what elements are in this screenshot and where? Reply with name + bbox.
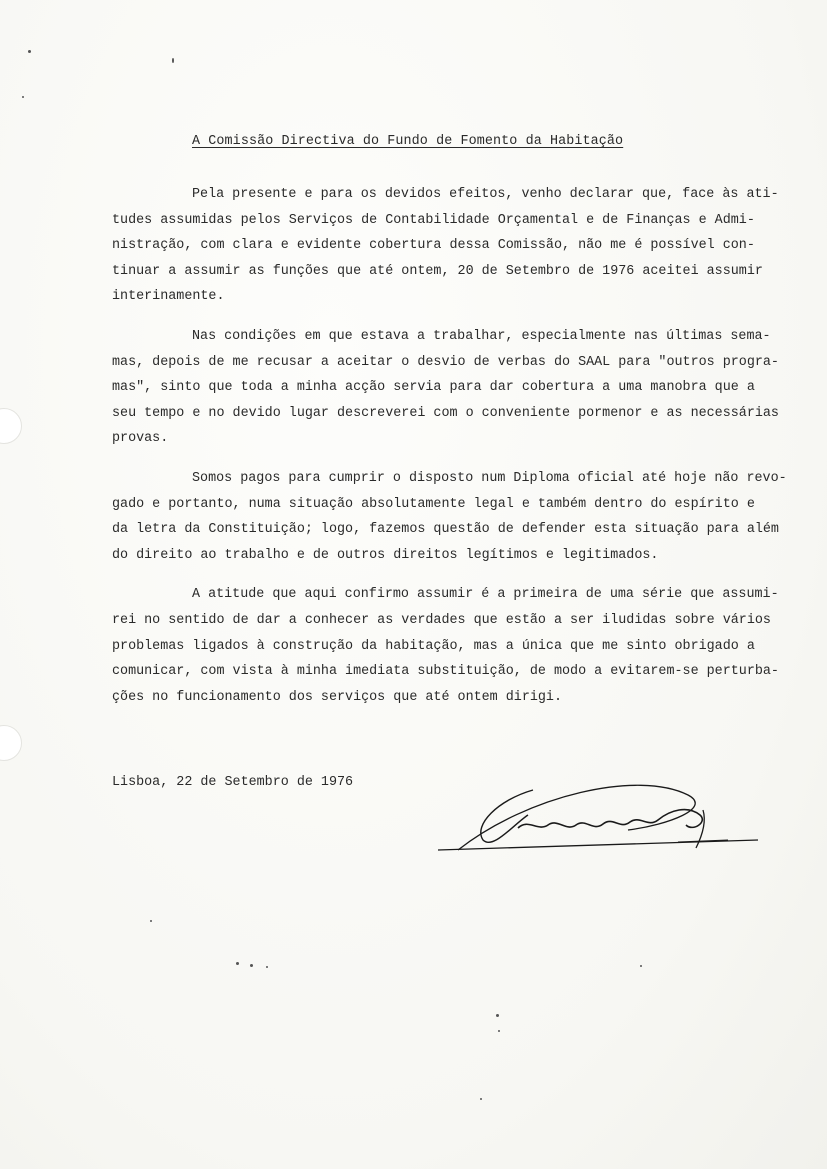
paper-speck [150,920,152,922]
text-line: mas, depois de me recusar a aceitar o desvio de verbas do SAAL para "outros progra- [112,354,779,370]
text-line: mas", sinto que toda a minha acção servia para dar cobertura a uma manobra que a [112,380,755,396]
paper-speck [236,962,239,965]
paper-speck [28,50,31,53]
paragraph [112,182,824,310]
document-title: A Comissão Directiva do Fundo de Fomento da Habitação [192,134,624,149]
text-line: tudes assumidas pelos Serviços de Contabilidade Orçamental e de Finanças e Admi- [112,212,755,228]
text-line: seu tempo e no devido lugar descreverei com o conveniente pormenor e as necessárias [112,405,779,421]
paper-speck [480,1098,482,1100]
paper-speck [22,96,24,98]
text-line: ções no funcionamento dos serviços que até ontem dirigi. [112,689,562,705]
paragraph [112,466,824,568]
paragraph [112,324,824,452]
text-line: problemas ligados à construção da habitação, mas a única que me sinto obrigado a [112,638,755,654]
text-line: A atitude que aqui confirmo assumir é a primeira de uma série que assumi- [192,587,779,603]
punch-hole [0,725,22,761]
paper-speck [266,966,268,968]
text-line: gado e portanto, numa situação absolutamente legal e também dentro do espírito e [112,496,755,512]
text-line: Somos pagos para cumprir o disposto num Diploma oficial até hoje não revo- [192,470,787,486]
paper-speck [496,1014,499,1017]
letter-body [112,182,824,724]
text-line: Nas condições em que estava a trabalhar, especialmente nas últimas sema- [192,328,771,344]
text-line: Pela presente e para os devidos efeitos, venho declarar que, face às ati- [192,187,779,202]
text-line: interinamente. [112,289,225,305]
text-line: do direito ao trabalho e de outros direitos legítimos e legitimados. [112,547,659,563]
paper-speck [250,964,253,967]
paper-speck [172,58,174,63]
paper-speck [498,1030,500,1032]
paragraph [112,582,824,710]
text-line: provas. [112,431,169,447]
text-line: da letra da Constituição; logo, fazemos questão de defender esta situação para além [112,522,779,538]
punch-hole [0,408,22,444]
text-line: tinuar a assumir as funções que até ontem, 20 de Setembro de 1976 aceitei assumir [112,263,763,279]
date-line: Lisboa, 22 de Setembro de 1976 [112,775,354,790]
text-line: rei no sentido de dar a conhecer as verdades que estão a ser iludidas sobre vários [112,612,771,628]
handwritten-signature [438,770,768,870]
text-line: comunicar, com vista à minha imediata substituição, de modo a evitarem-se perturba- [112,664,779,680]
text-line: nistração, com clara e evidente cobertura dessa Comissão, não me é possível con- [112,238,755,254]
paper-speck [640,965,642,967]
